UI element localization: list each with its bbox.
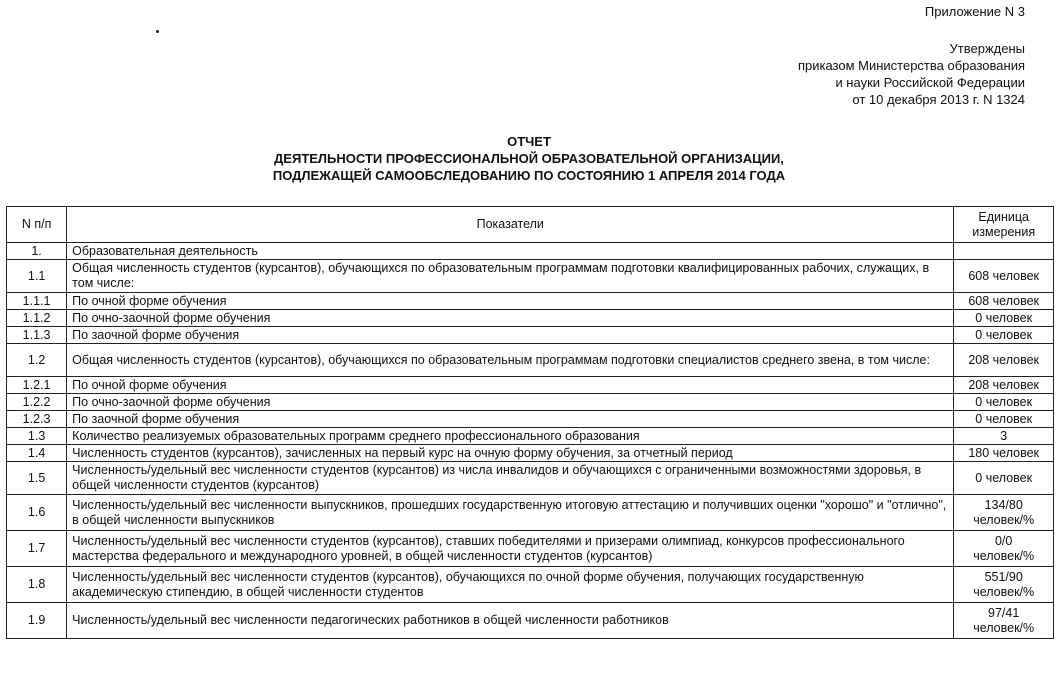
column-header-number: N п/п — [7, 207, 67, 243]
table-row — [7, 411, 1054, 428]
row-indicator: Численность/удельный вес численности студентов (курсантов), обучающихся по очной форме обучения, получающих государственную академическую стипендию, в общей численности студентов — [67, 567, 954, 603]
report-title-line: ПОДЛЕЖАЩЕЙ САМООБСЛЕДОВАНИЮ ПО СОСТОЯНИЮ 1 АПРЕЛЯ 2014 ГОДА — [272, 168, 786, 183]
table-row — [7, 531, 1054, 567]
row-indicator: Общая численность студентов (курсантов), обучающихся по образовательным программам подготовки специалистов среднего звена, в том числе: — [67, 344, 954, 377]
table-row — [7, 327, 1054, 344]
row-unit: 608 человек — [954, 293, 1054, 310]
table-row — [7, 310, 1054, 327]
row-indicator: Численность/удельный вес численности студентов (курсантов), ставших победителями и призерами олимпиад, конкурсов профессионального мастерства федерального и международного уровней, в общей численности студентов (курсантов) — [67, 531, 954, 567]
approval-line: приказом Министерства образования — [797, 58, 1025, 73]
row-unit — [954, 531, 1054, 567]
row-unit: 180 человек — [954, 445, 1054, 462]
table-row — [7, 377, 1054, 394]
row-indicator: Численность студентов (курсантов), зачисленных на первый курс на очную форму обучения, за отчетный период — [67, 445, 954, 462]
row-indicator: По очной форме обучения — [67, 377, 954, 394]
row-number: 1.2.1 — [7, 377, 67, 394]
row-number: 1.1.2 — [7, 310, 67, 327]
row-unit — [954, 243, 1054, 260]
row-number: 1.9 — [7, 603, 67, 639]
approval-line: от 10 декабря 2013 г. N 1324 — [852, 92, 1025, 107]
indicators-table — [6, 206, 1054, 639]
row-indicator: Численность/удельный вес численности студентов (курсантов) из числа инвалидов и обучающихся с ограниченными возможностями здоровья, в общей численности студентов (курсантов) — [67, 462, 954, 495]
row-indicator: Образовательная деятельность — [67, 243, 954, 260]
scan-speck — [156, 30, 159, 33]
row-indicator: По очной форме обучения — [67, 293, 954, 310]
row-number: 1.8 — [7, 567, 67, 603]
row-number: 1.7 — [7, 531, 67, 567]
row-unit: 208 человек — [954, 344, 1054, 377]
row-unit: 3 — [954, 428, 1054, 445]
row-number: 1. — [7, 243, 67, 260]
row-unit — [954, 495, 1054, 531]
row-number: 1.1 — [7, 260, 67, 293]
table-row — [7, 603, 1054, 639]
table-row — [7, 394, 1054, 411]
approval-block — [798, 40, 1025, 108]
row-indicator: Численность/удельный вес численности педагогических работников в общей численности работников — [67, 603, 954, 639]
row-unit-suffix: человек/% — [973, 548, 1035, 563]
row-indicator: По очно-заочной форме обучения — [67, 310, 954, 327]
row-number: 1.1.3 — [7, 327, 67, 344]
row-unit — [954, 567, 1054, 603]
row-number: 1.4 — [7, 445, 67, 462]
row-number: 1.2.2 — [7, 394, 67, 411]
row-unit-value: 134/80 — [984, 497, 1023, 512]
row-unit-suffix: человек/% — [973, 584, 1035, 599]
appendix-note: Приложение N 3 — [924, 4, 1025, 19]
column-header-unit-line: Единица — [978, 209, 1029, 224]
row-number: 1.2 — [7, 344, 67, 377]
row-indicator: Общая численность студентов (курсантов), обучающихся по образовательным программам подготовки квалифицированных рабочих, служащих, в том числе: — [67, 260, 954, 293]
row-number: 1.5 — [7, 462, 67, 495]
row-number: 1.1.1 — [7, 293, 67, 310]
table-row — [7, 293, 1054, 310]
row-unit: 208 человек — [954, 377, 1054, 394]
row-unit: 0 человек — [954, 394, 1054, 411]
report-title-line: ДЕЯТЕЛЬНОСТИ ПРОФЕССИОНАЛЬНОЙ ОБРАЗОВАТЕЛЬНОЙ ОРГАНИЗАЦИИ, — [274, 151, 784, 166]
row-indicator: По заочной форме обучения — [67, 327, 954, 344]
report-title — [0, 133, 1058, 184]
table-row — [7, 344, 1054, 377]
table-row — [7, 243, 1054, 260]
row-indicator: По заочной форме обучения — [67, 411, 954, 428]
row-unit: 0 человек — [954, 327, 1054, 344]
row-unit-value: 551/90 — [984, 569, 1023, 584]
table-row — [7, 462, 1054, 495]
table-row — [7, 567, 1054, 603]
report-title-line: ОТЧЕТ — [507, 134, 551, 149]
table-row — [7, 495, 1054, 531]
column-header-indicator: Показатели — [67, 207, 954, 243]
row-unit — [954, 603, 1054, 639]
table-header-row — [7, 207, 1054, 243]
row-indicator: По очно-заочной форме обучения — [67, 394, 954, 411]
row-number: 1.2.3 — [7, 411, 67, 428]
row-number: 1.6 — [7, 495, 67, 531]
row-number: 1.3 — [7, 428, 67, 445]
column-header-unit-line: измерения — [972, 224, 1036, 239]
table-row — [7, 445, 1054, 462]
row-unit-suffix: человек/% — [973, 512, 1035, 527]
row-unit: 0 человек — [954, 462, 1054, 495]
table-row — [7, 428, 1054, 445]
row-unit-value: 0/0 — [994, 533, 1013, 548]
row-unit: 0 человек — [954, 411, 1054, 428]
row-unit-value: 97/41 — [988, 605, 1020, 620]
row-unit-suffix: человек/% — [973, 620, 1035, 635]
row-indicator: Количество реализуемых образовательных программ среднего профессионального образования — [67, 428, 954, 445]
approval-line: Утверждены — [949, 41, 1025, 56]
row-unit: 608 человек — [954, 260, 1054, 293]
approval-line: и науки Российской Федерации — [835, 75, 1025, 90]
row-unit: 0 человек — [954, 310, 1054, 327]
table-row — [7, 260, 1054, 293]
row-indicator: Численность/удельный вес численности выпускников, прошедших государственную итоговую аттестацию и получивших оценки "хорошо" и "отлично", в общей численности выпускников — [67, 495, 954, 531]
column-header-unit — [954, 207, 1054, 243]
